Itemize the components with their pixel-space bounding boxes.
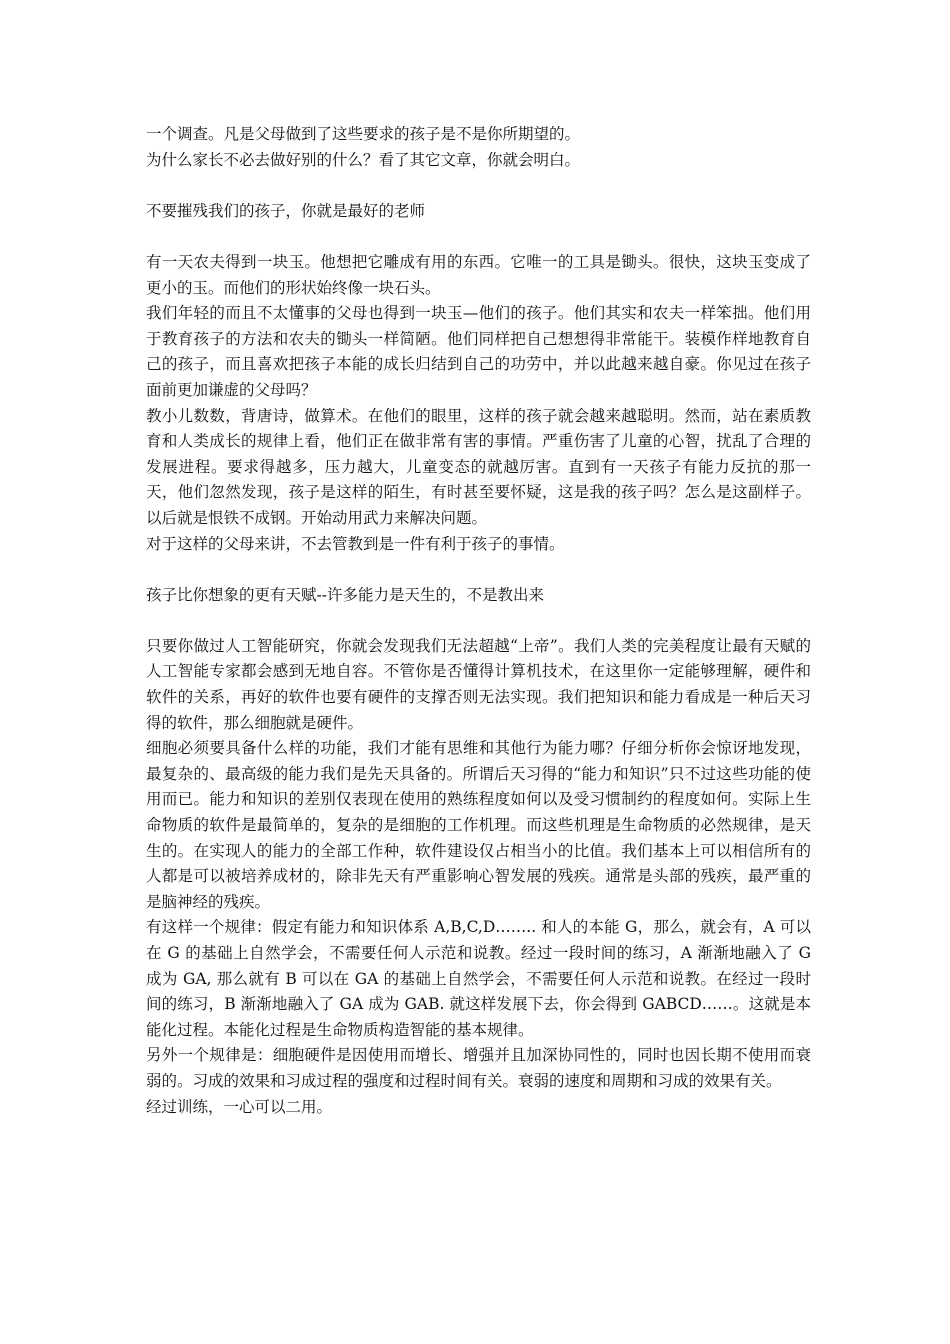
section-2-paragraph: 另外一个规律是：细胞硬件是因使用而增长、增强并且加深协同性的，同时也因长期不使用而衰弱的。习成的效果和习成过程的强度和过程时间有关。衰弱的速度和周期和习成的效果有关。: [146, 1046, 811, 1090]
section-1-paragraph: 教小儿数数，背唐诗，做算术。在他们的眼里，这样的孩子就会越来越聪明。然而，站在素质教育和人类成长的规律上看，他们正在做非常有害的事情。严重伤害了儿童的心智，扰乱了合理的发展进程。要求得越多，压力越大，儿童变态的就越厉害。直到有一天孩子有能力反抗的那一天，他们忽然发现，孩子是这样的陌生，有时甚至要怀疑，这是我的孩子吗？怎么是这副样子。以后就是恨铁不成钢。开始动用武力来解决问题。: [146, 406, 811, 527]
section-1-paragraph: 对于这样的父母来讲，不去管教到是一件有利于孩子的事情。: [146, 534, 565, 553]
section-2-paragraph: 有这样一个规律：假定有能力和知识体系 A,B,C,D…….. 和人的本能 G，那么，就会有，A 可以在 G 的基础上自然学会，不需要任何人示范和说教。经过一段时间的练习，A 渐渐地融入了 G 成为 GA, 那么就有 B 可以在 GA 的基础上自然学会，不需要任何人示范和说教。在经过一段时间的练习，B 渐渐地融入了 GA 成为 GAB. 就这样发展下去，你会得到 GABCD……。这就是本能化过程。本能化过程是生命物质构造智能的基本规律。: [146, 918, 811, 1039]
section-2-paragraph: 细胞必须要具备什么样的功能，我们才能有思维和其他行为能力哪？仔细分析你会惊讶地发现，最复杂的、最高级的能力我们是先天具备的。所谓后天习得的“能力和知识”只不过这些功能的使用而已。能力和知识的差别仅表现在使用的熟练程度如何以及受习惯制约的程度如何。实际上生命物质的软件是最简单的，复杂的是细胞的工作机理。而这些机理是生命物质的必然规律，是天生的。在实现人的能力的全部工作种，软件建设仅占相当小的比值。我们基本上可以相信所有的人都是可以被培养成材的，除非先天有严重影响心智发展的残疾。通常是头部的残疾，最严重的是脑神经的残疾。: [146, 739, 811, 911]
intro-line-1: 一个调查。凡是父母做到了这些要求的孩子是不是你所期望的。: [146, 125, 581, 143]
section-2-paragraph: 经过训练，一心可以二用。: [146, 1097, 333, 1116]
section-1-title: 不要摧残我们的孩子，你就是最好的老师: [146, 201, 426, 220]
section-2-paragraph: 只要你做过人工智能研究，你就会发现我们无法超越“上帝”。我们人类的完美程度让最有天赋的人工智能专家都会感到无地自容。不管你是否懂得计算机技术，在这里你一定能够理解，硬件和软件的关系，再好的软件也要有硬件的支撑否则无法实现。我们把知识和能力看成是一种后天习得的软件，那么细胞就是硬件。: [146, 636, 811, 732]
document-page: [146, 122, 811, 1120]
spacer: [146, 173, 811, 199]
section-2-title: 孩子比你想象的更有天赋--许多能力是天生的，不是教出来: [146, 585, 544, 604]
section-1-paragraph: 我们年轻的而且不太懂事的父母也得到一块玉—他们的孩子。他们其实和农夫一样笨拙。他们用于教育孩子的方法和农夫的锄头一样简陋。他们同样把自己想想得非常能干。装模作样地教育自己的孩子，而且喜欢把孩子本能的成长归结到自己的功劳中，并以此越来越自豪。你见过在孩子面前更加谦虚的父母吗？: [146, 304, 811, 399]
spacer: [146, 557, 811, 583]
intro-line-2: 为什么家长不必去做好别的什么？看了其它文章，你就会明白。: [146, 150, 581, 169]
section-1-paragraph: 有一天农夫得到一块玉。他想把它雕成有用的东西。它唯一的工具是锄头。很快，这块玉变成了更小的玉。而他们的形状始终像一块石头。: [146, 252, 811, 297]
spacer: [146, 224, 811, 250]
spacer: [146, 608, 811, 634]
